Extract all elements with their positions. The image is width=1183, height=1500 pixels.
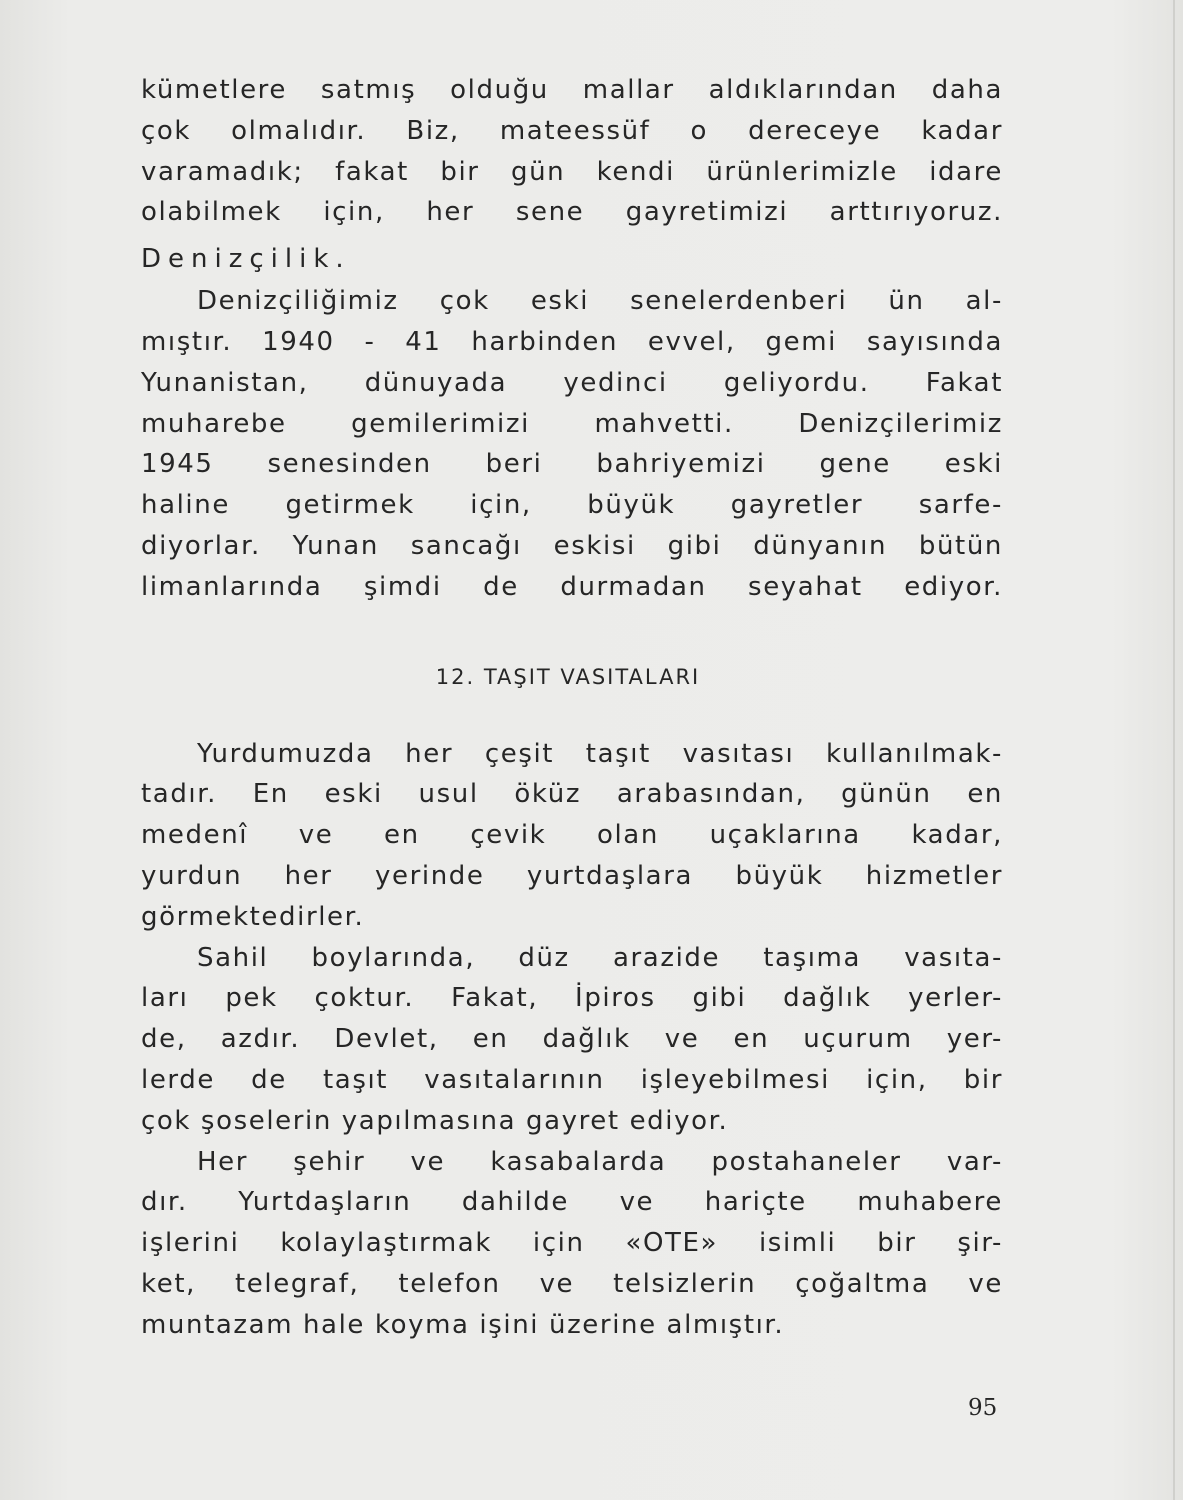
text-line: çok olmalıdır. Biz, mateessüf o dereceye kadar [141, 115, 1003, 146]
text-line: yurdun her yerinde yurtdaşlara büyük hizmetler [141, 860, 1003, 891]
text-line: Denizçiliğimiz çok eski senelerdenberi ün al- [197, 286, 1003, 317]
text-line: mıştır. 1940 - 41 harbinden evvel, gemi sayısında [141, 326, 1003, 357]
section-title: 12. TAŞIT VASITALARI [435, 664, 701, 689]
text-line: diyorlar. Yunan sancağı eskisi gibi dünyanın bütün [141, 530, 1003, 561]
text-line: olabilmek için, her sene gayretimizi arttırıyoruz. [141, 197, 1003, 228]
text-line: işlerini kolaylaştırmak için «OTE» isimli bir şir- [141, 1228, 1003, 1259]
text-line: tadır. En eski usul öküz arabasından, günün en [141, 779, 1003, 810]
text-line: dır. Yurtdaşların dahilde ve hariçte muhabere [141, 1187, 1003, 1218]
text-line: medenî ve en çevik olan uçaklarına kadar, [141, 820, 1003, 851]
text-line: 1945 senesinden beri bahriyemizi gene eski [141, 449, 1003, 480]
denizcilik-paragraph [141, 281, 1003, 607]
text-line: varamadık; fakat bir gün kendi ürünlerimizle idare [141, 156, 1003, 187]
text-line: çok şoselerin yapılmasına gayret ediyor. [141, 1105, 729, 1136]
text-line: Her şehir ve kasabalarda postahaneler var- [197, 1146, 1003, 1177]
text-line: muharebe gemilerimizi mahvetti. Denizçilerimiz [141, 408, 1003, 439]
paragraph-3 [141, 1142, 1003, 1346]
text-line: haline getirmek için, büyük gayretler sarfe- [141, 490, 1003, 521]
text-line: Sahil boylarında, düz arazide taşıma vasıta- [197, 942, 1003, 973]
page-number: 95 [968, 1395, 998, 1421]
text-line: Yurdumuzda her çeşit taşıt vasıtası kullanılmak- [197, 738, 1003, 769]
text-line: muntazam hale koyma işini üzerine almıştır. [141, 1309, 785, 1340]
text-line: de, azdır. Devlet, en dağlık ve en uçurum yer- [141, 1024, 1003, 1055]
text-line: Yunanistan, dünuyada yedinci geliyordu. Fakat [141, 367, 1003, 398]
text-line: limanlarında şimdi de durmadan seyahat ediyor. [141, 571, 1003, 602]
page-body [141, 70, 1003, 1346]
text-line: kümetlere satmış olduğu mallar aldıklarından daha [141, 75, 1003, 105]
page-edge-shadow [1173, 0, 1175, 1500]
subheading-denizcilik: Denizçilik. [141, 244, 351, 275]
text-line: görmektedirler. [141, 901, 365, 932]
paragraph-1 [141, 734, 1003, 938]
paragraph-2 [141, 938, 1003, 1142]
text-line: ket, telegraf, telefon ve telsizlerin çoğaltma ve [141, 1268, 1003, 1299]
text-line: ları pek çoktur. Fakat, İpiros gibi dağlık yerler- [141, 983, 1003, 1014]
top-paragraph [141, 70, 1003, 233]
text-line: lerde de taşıt vasıtalarının işleyebilmesi için, bir [141, 1064, 1003, 1095]
